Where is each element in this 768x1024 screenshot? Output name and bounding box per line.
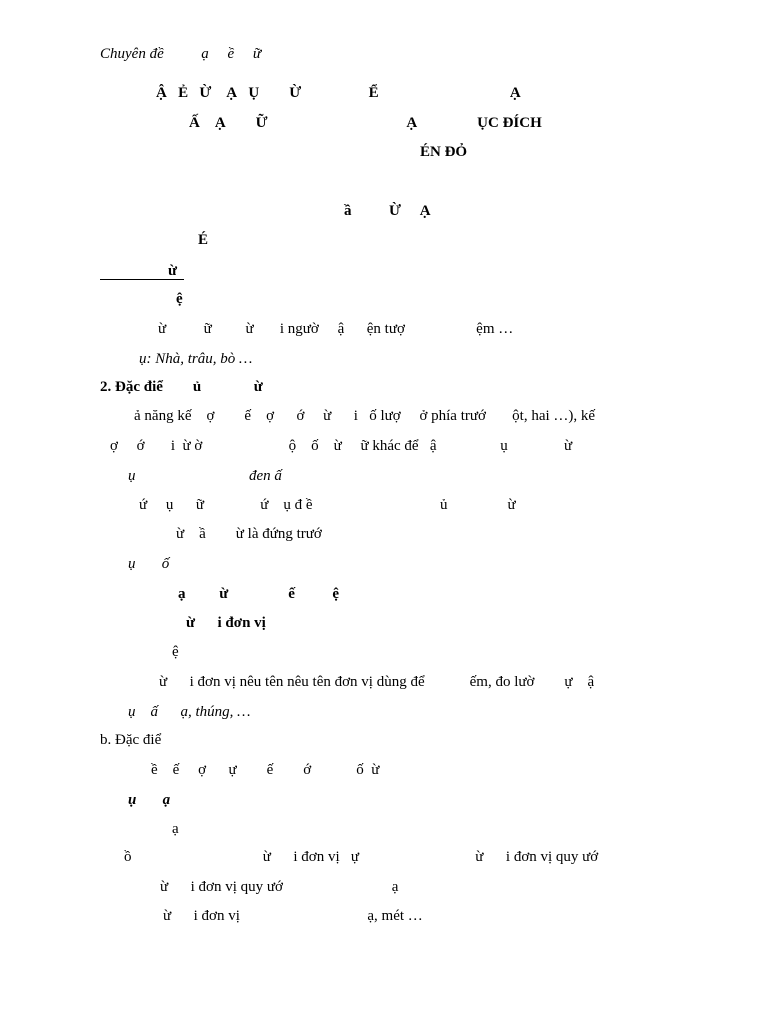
title-line-3: ÉN ĐỎ <box>420 144 468 160</box>
section-3-heading: ạ ừ ế ệ <box>178 586 340 602</box>
title-line-1: Ậ Ẻ Ừ Ạ Ụ Ừ Ể Ạ <box>156 85 521 101</box>
section-2-para-2: ợ ớ i ừ ờ ộ ố ừ ữ khác để ậ ụ ừ <box>110 438 573 454</box>
section-2-example-1-label: ụ <box>128 468 136 484</box>
section-3-concept-label: ệ <box>172 644 179 660</box>
section-4-para-1: ề ế ợ ự ế ớ ố ừ <box>151 762 380 778</box>
subheading-line-1: ầ Ừ Ạ <box>344 203 431 219</box>
subheading-line-2: É <box>198 232 209 248</box>
section-1-heading: ừ <box>168 263 178 279</box>
section-1-underline <box>100 279 184 280</box>
section-1-concept-text: ừ ữ ừ i ngườ ậ ện tượ ệm … <box>158 321 514 337</box>
section-4-example-label: ụ ạ <box>128 792 171 808</box>
section-1-example: ụ: Nhà, trâu, bò … <box>139 351 253 367</box>
section-4-item-2: ừ i đơn vị ạ, mét … <box>163 908 423 924</box>
section-4-item-1: ừ i đơn vị quy ướ ạ <box>160 879 399 895</box>
section-2-heading: 2. Đặc điể ủ ừ <box>100 379 263 395</box>
section-2-line-b: ừ ầ ừ là đứng trướ <box>176 526 322 542</box>
section-4-heading: b. Đặc điể <box>100 732 162 748</box>
section-3-sub-a: ừ i đơn vị <box>186 615 266 631</box>
title-line-2: Ấ Ạ Ữ Ạ ỤC ĐÍCH <box>189 115 542 131</box>
section-3-example: ụ ấ ạ, thúng, … <box>128 704 251 720</box>
section-4-classification: ồ ừ i đơn vị ự ừ i đơn vị quy ướ <box>124 849 599 865</box>
section-1-concept-label: ệ <box>176 291 183 307</box>
document-header: Chuyên đề ạ ề ữ <box>100 46 262 62</box>
section-2-example-1-text: đen ấ <box>249 468 282 484</box>
section-2-para-1: ả năng kế ợ ế ợ ớ ừ i ố lượ ở phía trướ ột, hai …), kế <box>134 408 596 424</box>
section-3-concept-text: ừ i đơn vị nêu tên nêu tên đơn vị dùng để ếm, đo lườ ự ậ <box>159 674 595 690</box>
section-2-line-a: ứ ụ ữ ứ ụ đ ề ủ ừ <box>139 497 516 513</box>
section-2-example-2-label: ụ ố <box>128 556 170 572</box>
section-4-class-label: ạ <box>172 821 179 837</box>
